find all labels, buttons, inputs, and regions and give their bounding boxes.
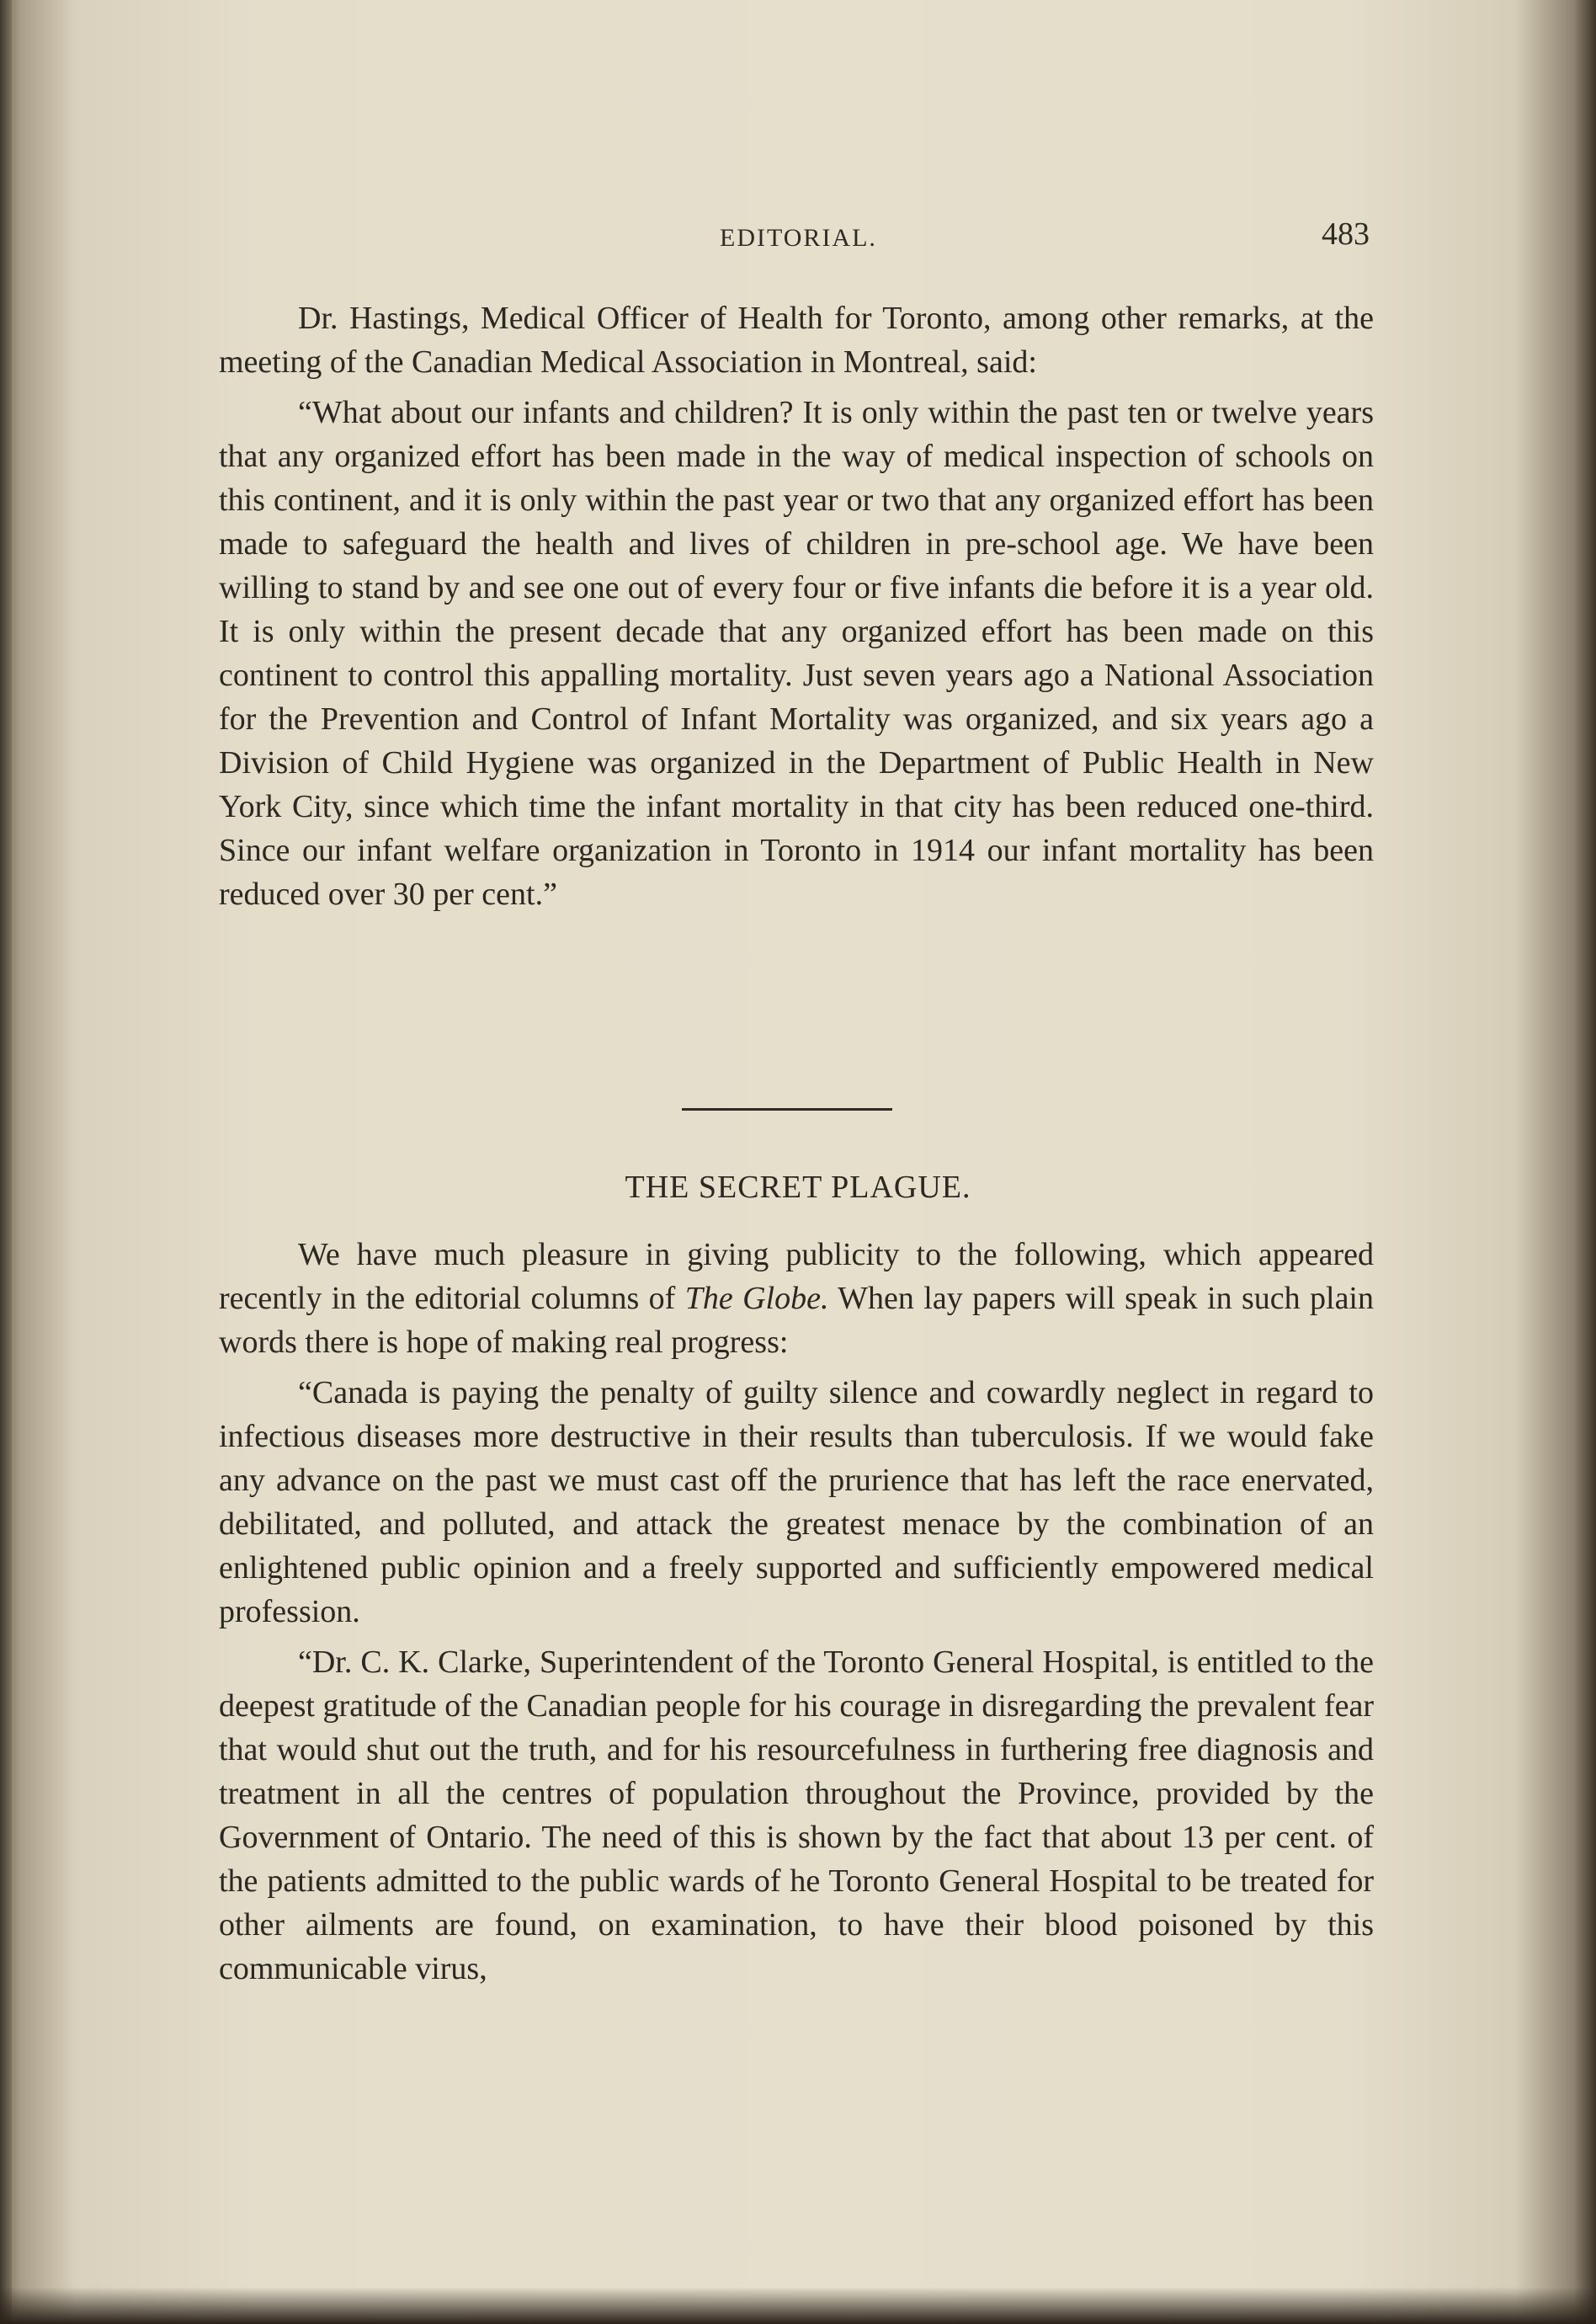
article-secret-plague xyxy=(219,1233,1374,1997)
page-number: 483 xyxy=(1322,216,1370,252)
section-divider xyxy=(682,1108,892,1111)
quote-paragraph: “Dr. C. K. Clarke, Superintendent of the Toronto General Hospital, is entitled to the deepest gratitude of the Canadian people for his courage in disregarding the prevalent fear that would shut out the truth, and for his resourcefulness in furthering free diagnosis and treatment in all the centres of population throughout the Province, provided by the Government of Ontario. The need of this is shown by the fact that about 13 per cent. of the patients admitted to the public wards of he Toronto General Hospital to be treated for other ailments are found, on examination, to have their blood poisoned by this communicable virus, xyxy=(219,1644,1374,1986)
paragraph: Dr. Hastings, Medical Officer of Health for Toronto, among other remarks, at the meeting of the Canadian Medical Association in Montreal, said: xyxy=(219,301,1374,380)
quote-paragraph: “Canada is paying the penalty of guilty silence and cowardly neglect in regard to infectious diseases more destructive in their results than tuberculosis. If we would fake any advance on the past we must cast off the prurience that has left the race enervated, debilitated, and polluted, and attack the greatest menace by the combination of an enlightened public opinion and a freely supported and sufficiently empowered medical profession. xyxy=(219,1375,1374,1629)
book-spine-shadow xyxy=(0,0,12,2324)
intro-text-end: When lay papers will speak in such plain words there is hope of making real progress: xyxy=(219,1281,1374,1360)
intro-text-start: We have much pleasure in giving publicity to the following, which appeared recently in the editorial columns of xyxy=(219,1237,1374,1316)
article-hastings xyxy=(219,296,1374,923)
quote-paragraph: “What about our infants and children? It is only within the past ten or twelve years that any organized effort has been made in the way of medical inspection of schools on this continent, and it is only within the past year or two that any organized effort has been made to safeguard the health and lives of children in pre-school age. We have been willing to stand by and see one out of every four or five infants die before it is a year old. It is only within the present decade that any organized effort has been made on this continent to control this appalling mortality. Just seven years ago a National Association for the Prevention and Control of Infant Mortality was organized, and six years ago a Division of Child Hygiene was organized in the Department of Public Health in New York City, since which time the infant mortality in that city has been reduced one-third. Since our infant welfare organization in Toronto in 1914 our infant mortality has been reduced over 30 per cent.” xyxy=(219,395,1374,912)
newspaper-title: The Globe. xyxy=(684,1281,829,1316)
section-title: THE SECRET PLAGUE. xyxy=(625,1170,971,1205)
running-head: EDITORIAL. xyxy=(720,224,877,252)
intro-paragraph xyxy=(219,1233,1374,1364)
